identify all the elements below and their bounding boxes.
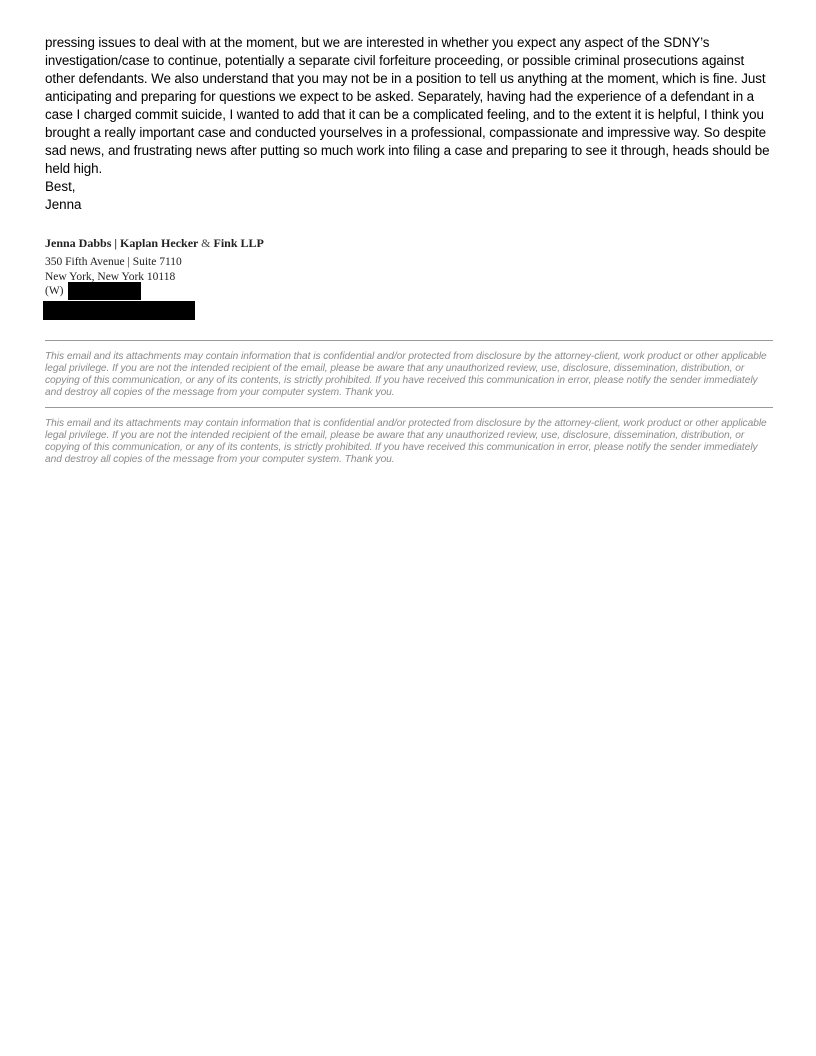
redaction-box-email: [43, 301, 195, 320]
signature-address: [45, 255, 773, 320]
email-body-paragraph: pressing issues to deal with at the moment, but we are interested in whether you expect any aspect of the SDNY’s investigation/case to continue, potentially a separate civil forfeiture proceeding, or possible criminal prosecutions against other defendants. We also understand that you may not be in a position to tell us anything at the moment, which is fine. Just anticipating and preparing for questions we expect to be asked. Separately, having had the experience of a defendant in a case I charged commit suicide, I wanted to add that it can be a complicated feeling, and to the extent it is helpful, I think you brought a really important case and conducted yourselves in a professional, compassionate and impressive way. So despite sad news, and frustrating news after putting so much work into filing a case and preparing to see it through, heads should be held high.: [45, 35, 770, 176]
confidentiality-disclaimer-1: This email and its attachments may contain information that is confidential and/or protected from disclosure by the attorney-client, work product or other applicable legal privilege. If you are not the intended recipient of the email, please be aware that any unauthorized review, use, disclosure, dissemination, distribution, or copying of this communication, or any of its contents, is strictly prohibited. If you have received this communication in error, please notify the sender immediately and destroy all copies of the message from your computer system. Thank you.: [45, 350, 767, 398]
disclaimer-divider-2: [45, 407, 773, 408]
sign-off-name: Jenna: [45, 197, 82, 212]
firm-ampersand: &: [201, 236, 211, 250]
signature-name: Jenna Dabbs: [45, 236, 112, 250]
email-signature: [45, 235, 773, 320]
firm-name-part1: Kaplan Hecker: [120, 236, 199, 250]
email-page: [45, 34, 773, 466]
signature-name-line: [45, 235, 773, 251]
disclaimer-divider-1: [45, 340, 773, 341]
confidentiality-disclaimer-2: This email and its attachments may contain information that is confidential and/or protected from disclosure by the attorney-client, work product or other applicable legal privilege. If you are not the intended recipient of the email, please be aware that any unauthorized review, use, disclosure, dissemination, distribution, or copying of this communication, or any of its contents, is strictly prohibited. If you have received this communication in error, please notify the sender immediately and destroy all copies of the message from your computer system. Thank you.: [45, 417, 767, 465]
firm-name-part2: Fink LLP: [213, 236, 264, 250]
signature-separator: |: [114, 236, 118, 250]
redaction-box-phone: [68, 282, 141, 300]
closing-block: [45, 178, 773, 214]
closing-text: Best,: [45, 179, 76, 194]
address-line-2: New York, New York 10118: [45, 270, 176, 283]
address-line-1: 350 Fifth Avenue | Suite 7110: [45, 256, 182, 268]
phone-label: (W): [45, 285, 64, 297]
phone-line: [45, 284, 773, 299]
email-body: [45, 34, 773, 178]
